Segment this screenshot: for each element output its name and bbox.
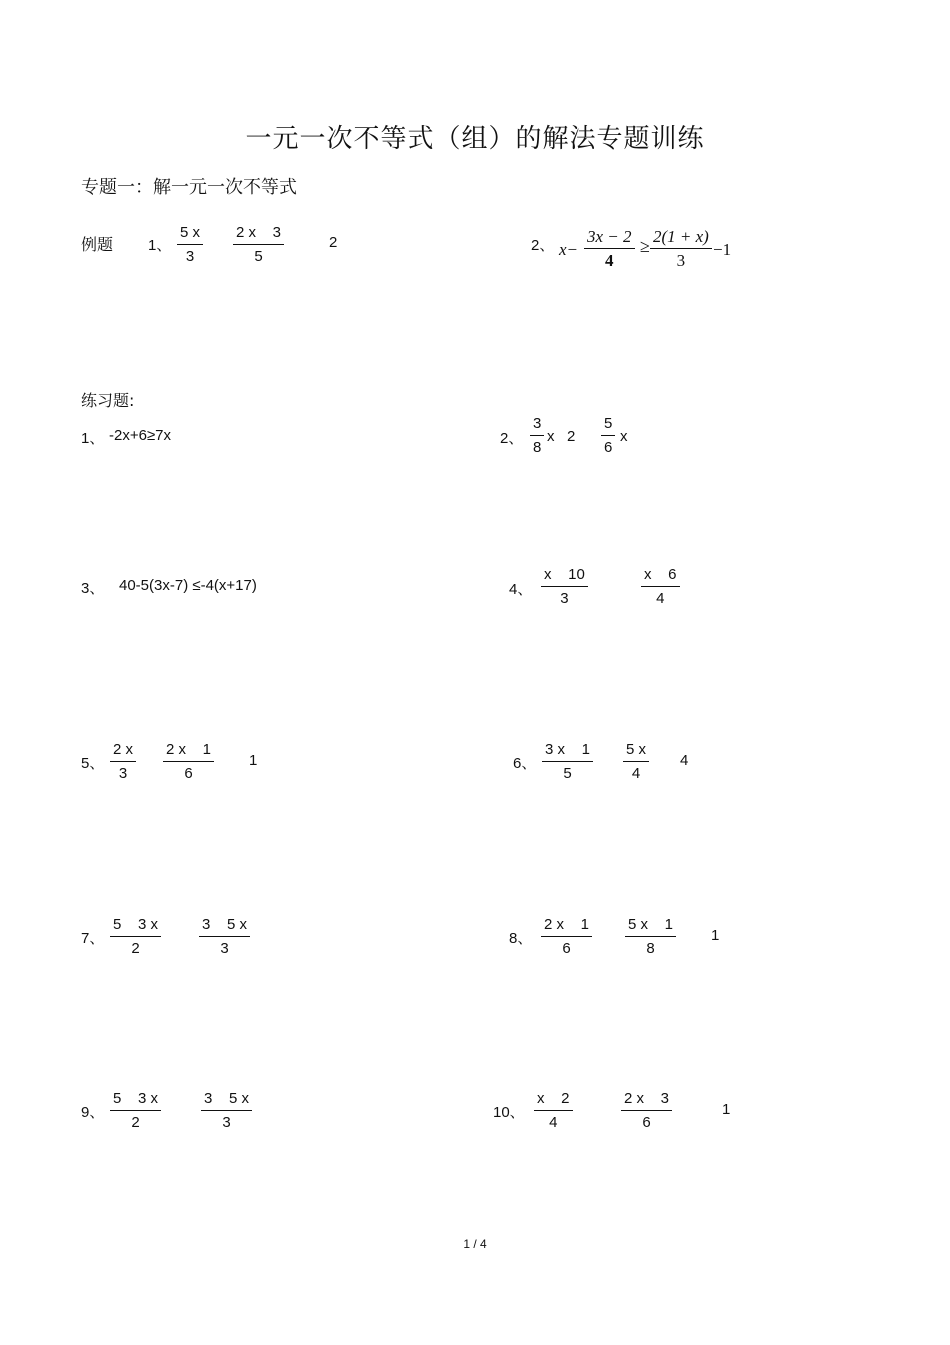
problem-2-middle: x 2 <box>547 428 576 445</box>
example-2-lead: x− <box>559 240 579 259</box>
problem-2-number: 2、 <box>500 430 524 447</box>
fraction-numerator: 3 <box>533 415 542 432</box>
example-1-number: 1、 <box>148 237 172 254</box>
problem-8-fraction-1 <box>541 916 592 958</box>
fraction-bar <box>625 936 676 937</box>
fraction-denominator: 8 <box>533 439 542 456</box>
fraction-bar <box>541 586 588 587</box>
fraction-denominator: 3 <box>560 590 569 607</box>
problem-10-fraction-1 <box>534 1090 573 1132</box>
fraction-numerator: x 10 <box>544 566 585 583</box>
problem-10-number: 10、 <box>493 1104 525 1121</box>
fraction-denominator: 3 <box>676 251 686 270</box>
problem-4-fraction-2 <box>641 566 680 608</box>
problem-5-rhs: 1 <box>249 752 258 769</box>
fraction-denominator: 3 <box>185 248 195 265</box>
fraction-numerator: 5 3 x <box>113 916 159 933</box>
fraction-bar <box>110 761 136 762</box>
fraction-numerator: 2 x 3 <box>624 1090 670 1107</box>
problem-1-text: -2x+6≥7x <box>109 427 172 444</box>
example-2-fraction-1 <box>584 228 635 270</box>
fraction-denominator: 3 <box>222 1114 231 1131</box>
example-2-tail: −1 <box>713 240 732 259</box>
fraction-numerator: 3 x 1 <box>545 741 591 758</box>
fraction-numerator: 3 5 x <box>204 1090 250 1107</box>
fraction-numerator: 2(1 + x) <box>653 227 709 246</box>
fraction-denominator: 4 <box>656 590 665 607</box>
fraction-numerator: x 2 <box>537 1090 570 1107</box>
problem-7-fraction-2 <box>199 916 250 958</box>
example-1-fraction-1 <box>177 224 203 266</box>
fraction-numerator: 3x − 2 <box>587 227 632 246</box>
fraction-denominator: 2 <box>131 1114 140 1131</box>
section-heading: 专题一：解一元一次不等式 <box>81 177 297 198</box>
fraction-bar <box>623 761 649 762</box>
fraction-numerator: 3 5 x <box>202 916 248 933</box>
problem-8-fraction-2 <box>625 916 676 958</box>
fraction-numerator: 2 x 3 <box>236 224 282 241</box>
fraction-bar <box>621 1110 672 1111</box>
fraction-denominator: 6 <box>604 439 613 456</box>
problem-4-fraction-1 <box>541 566 588 608</box>
problem-7-number: 7、 <box>81 930 105 947</box>
fraction-denominator: 4 <box>549 1114 558 1131</box>
fraction-denominator: 5 <box>563 765 572 782</box>
fraction-bar <box>541 936 592 937</box>
fraction-bar <box>199 936 250 937</box>
fraction-bar <box>110 936 161 937</box>
problem-4-number: 4、 <box>509 581 533 598</box>
problem-6-rhs: 4 <box>680 752 689 769</box>
problem-1-number: 1、 <box>81 430 105 447</box>
fraction-bar <box>601 435 615 436</box>
fraction-bar <box>542 761 593 762</box>
fraction-numerator: 5 x <box>180 224 201 241</box>
example-2-operator: ≥ <box>640 236 650 256</box>
practice-label: 练习题: <box>81 391 135 410</box>
fraction-numerator: 5 x 1 <box>628 916 674 933</box>
fraction-bar <box>110 1110 161 1111</box>
fraction-denominator: 2 <box>131 940 140 957</box>
fraction-numerator: x 6 <box>644 566 677 583</box>
fraction-numerator: 2 x 1 <box>544 916 590 933</box>
example-label: 例题 <box>81 235 114 254</box>
problem-2-fraction-1 <box>530 415 544 457</box>
fraction-bar <box>534 1110 573 1111</box>
example-1-rhs: 2 <box>329 234 338 251</box>
problem-5-fraction-2 <box>163 741 214 783</box>
fraction-bar <box>650 248 712 249</box>
example-2-fraction-2 <box>650 228 712 270</box>
fraction-denominator: 4 <box>631 765 641 782</box>
problem-9-number: 9、 <box>81 1104 105 1121</box>
problem-5-fraction-1 <box>110 741 136 783</box>
fraction-bar <box>530 435 544 436</box>
fraction-numerator: 5 x <box>626 741 647 758</box>
page-number: 1 / 4 <box>463 1237 487 1251</box>
problem-8-rhs: 1 <box>711 927 720 944</box>
problem-10-fraction-2 <box>621 1090 672 1132</box>
fraction-bar <box>201 1110 252 1111</box>
fraction-denominator: 4 <box>605 251 614 270</box>
fraction-bar <box>163 761 214 762</box>
fraction-denominator: 6 <box>642 1114 651 1131</box>
problem-6-fraction-1 <box>542 741 593 783</box>
problem-9-fraction-2 <box>201 1090 252 1132</box>
fraction-bar <box>641 586 680 587</box>
fraction-numerator: 2 x <box>113 741 134 758</box>
fraction-bar <box>177 244 203 245</box>
example-2-number: 2、 <box>531 237 555 254</box>
problem-3-number: 3、 <box>81 580 105 597</box>
fraction-numerator: 2 x 1 <box>166 741 212 758</box>
problem-6-fraction-2 <box>623 741 649 783</box>
problem-2-tail: x <box>620 428 628 445</box>
fraction-numerator: 5 <box>604 415 613 432</box>
fraction-bar <box>233 244 284 245</box>
problem-8-number: 8、 <box>509 930 533 947</box>
fraction-denominator: 8 <box>646 940 655 957</box>
problem-3-text: 40-5(3x-7) ≤-4(x+17) <box>119 577 257 594</box>
fraction-denominator: 6 <box>184 765 193 782</box>
fraction-bar <box>584 248 635 249</box>
fraction-denominator: 5 <box>254 248 263 265</box>
problem-10-rhs: 1 <box>722 1101 731 1118</box>
fraction-denominator: 6 <box>562 940 571 957</box>
problem-9-fraction-1 <box>110 1090 161 1132</box>
fraction-denominator: 3 <box>220 940 229 957</box>
fraction-numerator: 5 3 x <box>113 1090 159 1107</box>
fraction-denominator: 3 <box>118 765 128 782</box>
problem-7-fraction-1 <box>110 916 161 958</box>
problem-6-number: 6、 <box>513 755 537 772</box>
example-1-fraction-2 <box>233 224 284 266</box>
problem-2-fraction-2 <box>601 415 615 457</box>
page-title: 一元一次不等式（组）的解法专题训练 <box>245 124 705 154</box>
problem-5-number: 5、 <box>81 755 105 772</box>
